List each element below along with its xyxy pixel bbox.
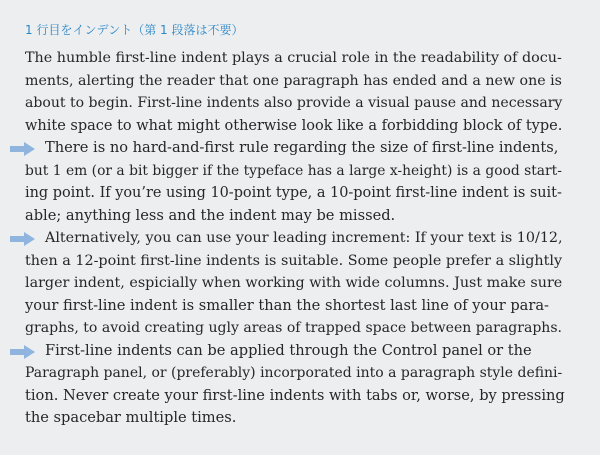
text-line [25,227,565,250]
text-line: ments, alerting the reader that one paragraph has ended and a new one is [25,72,562,89]
text-line: tion. Never create your first-line indents with tabs or, worse, by pressing [25,386,565,404]
body-text [25,47,565,430]
text-line [25,340,565,363]
text-line-content: First-line indents can be applied through the Control panel or the [45,341,532,359]
text-line: the spacebar multiple times. [25,409,237,426]
right-arrow-icon [10,232,35,246]
text-line: but 1 em (or a bit bigger if the typeface has a large x-height) is a good start- [25,162,562,179]
text-line: Paragraph panel, or (preferably) incorporated into a paragraph style defini- [25,365,563,381]
paragraph-4 [25,340,565,430]
text-line: then a 12-point first-line indents is suitable. Some people prefer a slightly [25,252,563,269]
text-line: your first-line indent is smaller than the shortest last line of your para- [25,296,549,314]
text-line-content: There is no hard-and-first rule regarding the size of first-line indents, [45,139,559,156]
paragraph-3 [25,227,565,340]
paragraph-2 [25,137,565,227]
text-line: able; anything less and the indent may be missed. [25,206,396,224]
text-line: ing point. If you’re using 10-point type, a 10-point first-line indent is suit- [25,185,562,201]
right-arrow-icon [10,345,35,359]
text-line: graphs, to avoid creating ugly areas of trapped space between paragraphs. [25,320,563,336]
figure-caption: 1 行目をインデント（第 1 段落は不要） [25,23,244,37]
text-line: larger indent, espicially when working with wide columns. Just make sure [25,275,563,291]
text-line: about to begin. First-line indents also provide a visual pause and necessary [25,95,563,111]
text-line: white space to what might otherwise look like a forbidding block of type. [25,117,563,134]
text-line [25,137,565,160]
paragraph-1 [25,47,565,137]
text-line: The humble first-line indent plays a crucial role in the readability of docu- [25,50,562,66]
text-line-content: Alternatively, you can use your leading increment: If your text is 10/12, [45,230,563,246]
right-arrow-icon [10,142,35,156]
